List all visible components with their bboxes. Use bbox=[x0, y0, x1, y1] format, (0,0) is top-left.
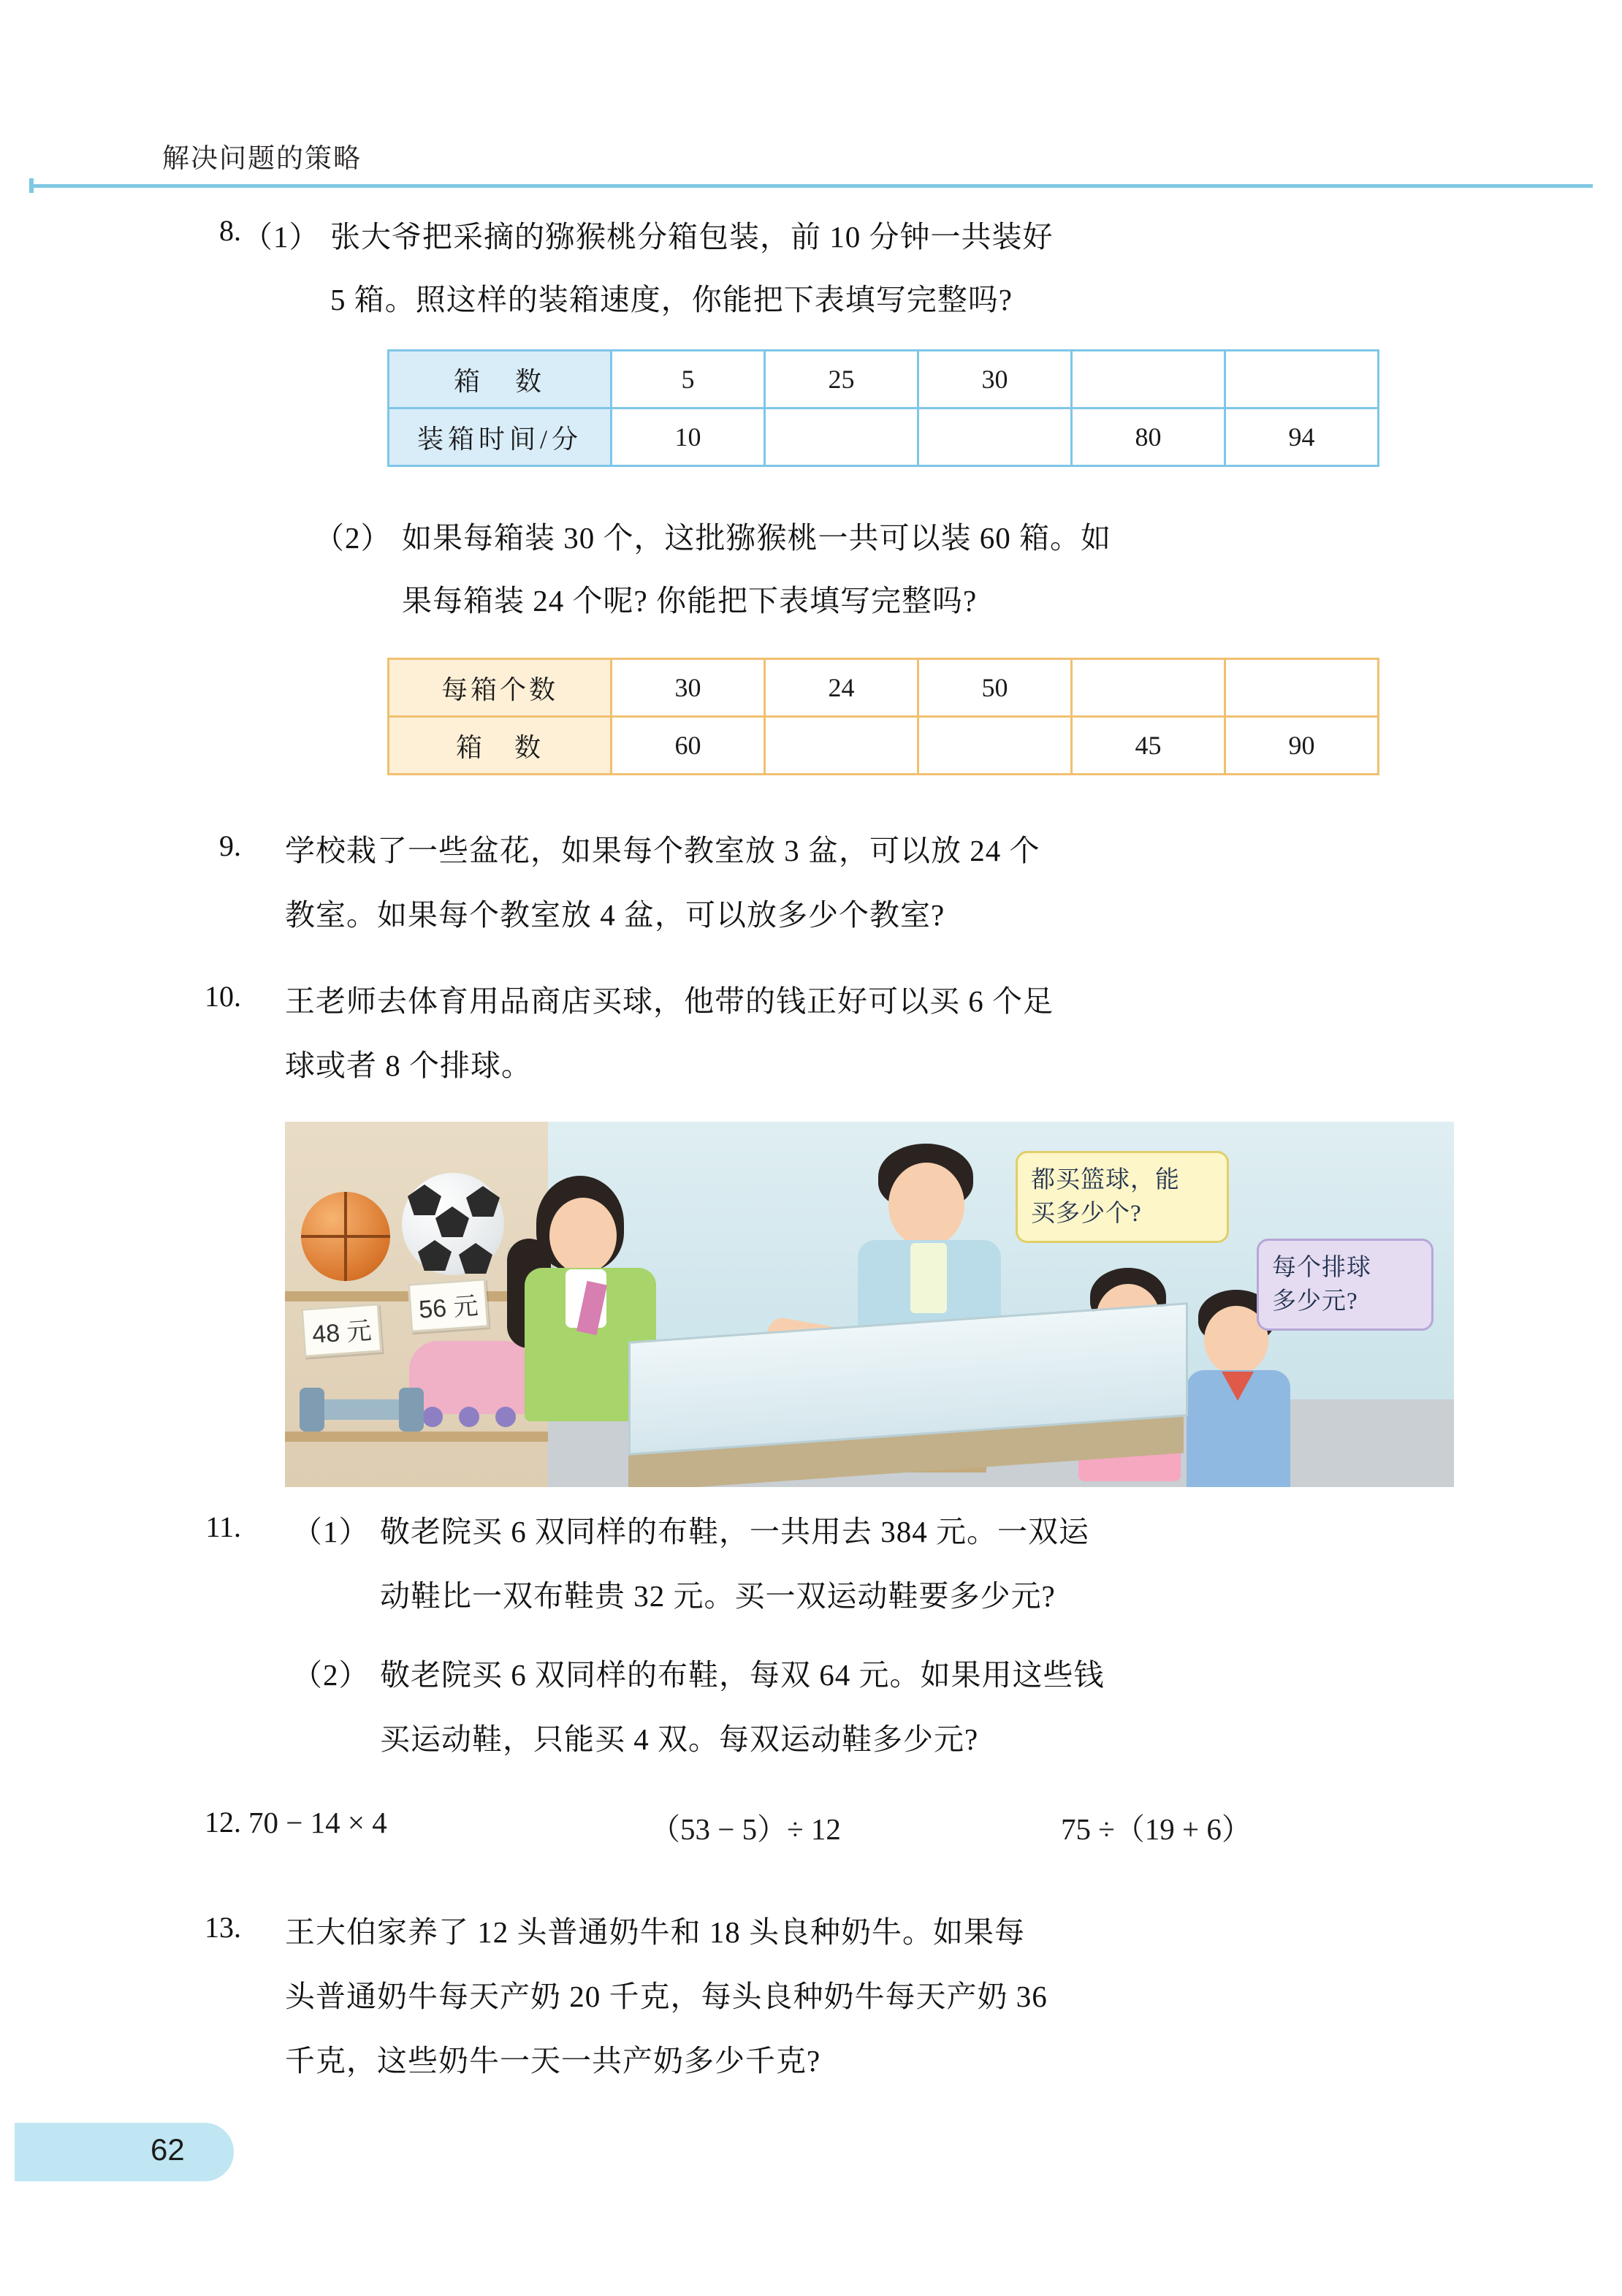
page-title: 解决问题的策略 bbox=[162, 144, 362, 174]
table-row bbox=[389, 408, 1379, 466]
speech-bubble-girl-line1: 每个排球 bbox=[1272, 1255, 1371, 1281]
table-cell[interactable] bbox=[1225, 659, 1379, 717]
expression-2: （53 − 5）÷ 12 bbox=[650, 1812, 841, 1846]
question-8-part1-line2: 5 箱。照这样的装箱速度，你能把下表填写完整吗? bbox=[330, 283, 1013, 316]
table-cell[interactable] bbox=[1225, 351, 1379, 408]
question-13-number: 13. bbox=[205, 1911, 241, 1944]
table-row bbox=[389, 659, 1379, 717]
speech-bubble-boy-line1: 都买篮球，能 bbox=[1031, 1167, 1180, 1193]
sports-shop-illustration bbox=[285, 1122, 1454, 1487]
page-number: 62 bbox=[151, 2132, 185, 2167]
question-13-line2: 头普通奶牛每天产奶 20 千克，每头良种奶牛每天产奶 36 bbox=[285, 1980, 1048, 2013]
question-11-part2-line1: 敬老院买 6 双同样的布鞋，每双 64 元。如果用这些钱 bbox=[380, 1658, 1105, 1692]
question-9-line2: 教室。如果每个教室放 4 盆，可以放多少个教室? bbox=[285, 898, 945, 932]
table-cell[interactable]: 24 bbox=[765, 659, 918, 717]
question-13-line1: 王大伯家养了 12 头普通奶牛和 18 头良种奶牛。如果每 bbox=[285, 1915, 1025, 1949]
table-cell[interactable] bbox=[918, 408, 1072, 466]
question-11-part1-line2: 动鞋比一双布鞋贵 32 元。买一双运动鞋要多少元? bbox=[380, 1579, 1056, 1613]
table-cell[interactable]: 60 bbox=[612, 717, 765, 775]
question-12-number: 12. bbox=[205, 1806, 241, 1839]
page-number-tab bbox=[15, 2123, 234, 2181]
table-row-header: 箱 数 bbox=[389, 717, 612, 775]
soccer-ball-icon bbox=[402, 1173, 504, 1275]
table-row bbox=[389, 351, 1379, 408]
table-cell[interactable]: 5 bbox=[612, 351, 765, 408]
basketball-icon bbox=[301, 1192, 390, 1281]
table-cell[interactable]: 10 bbox=[612, 408, 765, 466]
table-cell[interactable]: 25 bbox=[765, 351, 918, 408]
question-10-number: 10. bbox=[205, 980, 241, 1013]
shelf-line bbox=[285, 1432, 548, 1442]
table-cell[interactable]: 45 bbox=[1072, 717, 1225, 775]
question-11-part2-line2: 买运动鞋，只能买 4 双。每双运动鞋多少元? bbox=[380, 1722, 979, 1756]
table-cell[interactable] bbox=[1072, 659, 1225, 717]
kiwi-box-time-table bbox=[387, 349, 1379, 467]
question-13-line3: 千克，这些奶牛一天一共产奶多少千克? bbox=[285, 2044, 821, 2078]
shirt bbox=[910, 1243, 947, 1313]
table-cell[interactable]: 90 bbox=[1225, 717, 1379, 775]
speech-bubble-boy-line2: 买多少个? bbox=[1031, 1201, 1142, 1227]
table-cell[interactable]: 50 bbox=[918, 659, 1072, 717]
table-cell[interactable] bbox=[765, 717, 918, 775]
head bbox=[549, 1198, 617, 1274]
question-8-part1-label: （1） bbox=[243, 220, 320, 254]
question-9-line1: 学校栽了一些盆花，如果每个教室放 3 盆，可以放 24 个 bbox=[285, 834, 1040, 867]
header-divider bbox=[29, 184, 1593, 188]
speech-bubble-boy bbox=[1016, 1151, 1229, 1243]
table-cell[interactable]: 30 bbox=[918, 351, 1072, 408]
question-11-part1-line1: 敬老院买 6 双同样的布鞋，一共用去 384 元。一双运 bbox=[380, 1515, 1089, 1548]
question-8-number: 8. bbox=[219, 214, 241, 247]
question-10-line1: 王老师去体育用品商店买球，他带的钱正好可以买 6 个足 bbox=[285, 984, 1054, 1018]
price-tag: 56 元 bbox=[408, 1278, 490, 1332]
question-8-part2-line2: 果每箱装 24 个呢? 你能把下表填写完整吗? bbox=[402, 584, 978, 617]
question-11-part1-label: （1） bbox=[292, 1515, 370, 1548]
question-11-part2-label: （2） bbox=[292, 1658, 370, 1692]
table-row bbox=[389, 717, 1379, 775]
dumbbell-icon bbox=[307, 1399, 416, 1420]
question-8-part2-label: （2） bbox=[314, 521, 392, 555]
table-cell[interactable] bbox=[765, 408, 918, 466]
head bbox=[888, 1163, 964, 1247]
question-8-part2-line1: 如果每箱装 30 个，这批猕猴桃一共可以装 60 箱。如 bbox=[402, 521, 1111, 555]
question-8-part1-line1: 张大爷把采摘的猕猴桃分箱包装，前 10 分钟一共装好 bbox=[330, 220, 1054, 254]
table-cell[interactable]: 80 bbox=[1072, 408, 1225, 466]
table-cell[interactable]: 30 bbox=[612, 659, 765, 717]
table-cell[interactable] bbox=[1072, 351, 1225, 408]
table-row-header: 箱 数 bbox=[389, 351, 612, 408]
table-row-header: 装箱时间/分 bbox=[389, 408, 612, 466]
speech-bubble-girl-line2: 多少元? bbox=[1272, 1288, 1358, 1315]
kiwi-per-box-table bbox=[387, 658, 1379, 775]
question-10-line2: 球或者 8 个排球。 bbox=[285, 1049, 532, 1082]
price-tag: 48 元 bbox=[301, 1303, 383, 1357]
question-9-number: 9. bbox=[219, 829, 241, 862]
expression-3: 75 ÷（19 + 6） bbox=[1061, 1812, 1252, 1846]
table-row-header: 每箱个数 bbox=[389, 659, 612, 717]
table-cell[interactable]: 94 bbox=[1225, 408, 1379, 466]
speech-bubble-girl bbox=[1257, 1239, 1433, 1331]
expression-1: 70 − 14 × 4 bbox=[248, 1806, 387, 1839]
table-cell[interactable] bbox=[918, 717, 1072, 775]
question-11-number: 11. bbox=[205, 1510, 241, 1543]
